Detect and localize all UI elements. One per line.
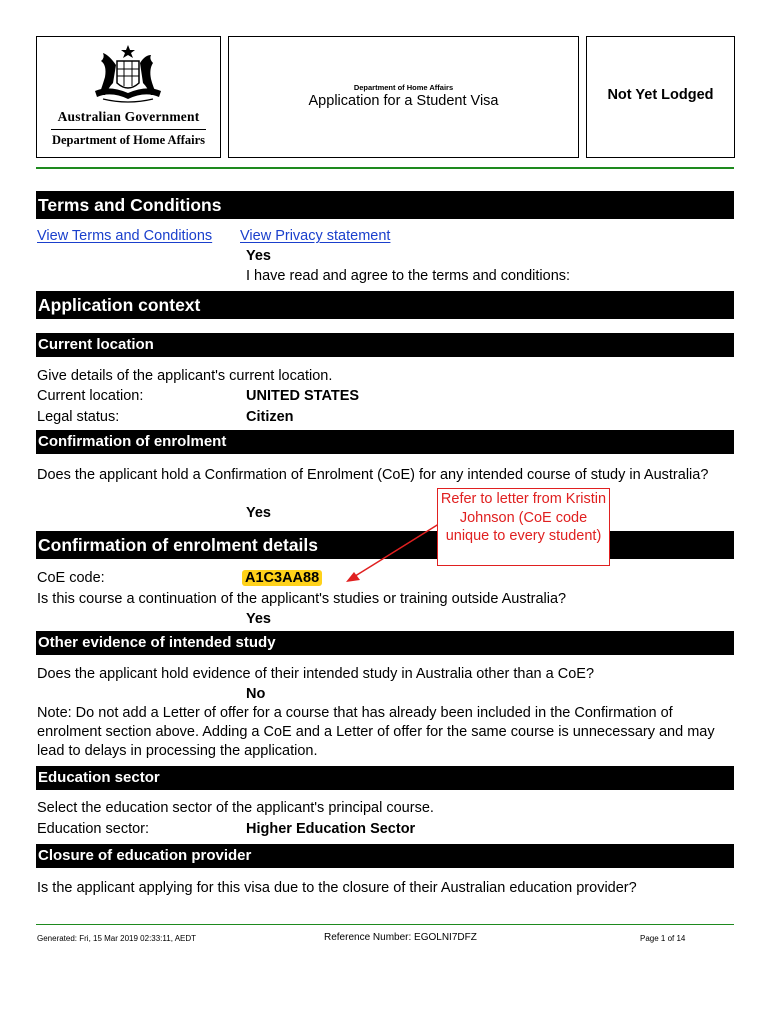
footer-divider [36,924,734,925]
government-logo-box [36,36,221,158]
legal-status-value: Citizen [246,409,294,425]
department-name: Department of Home Affairs [51,133,206,147]
coe-answer: Yes [246,505,271,521]
coe-code-label: CoE code: [37,570,105,586]
coe-question: Does the applicant hold a Confirmation of Enrolment (CoE) for any intended course of study in Australia? [37,467,709,483]
education-sector-value: Higher Education Sector [246,821,416,837]
other-evidence-answer: No [246,686,266,702]
title-box [228,36,579,158]
department-small-label: Department of Home Affairs [353,83,454,92]
other-evidence-note: Note: Do not add a Letter of offer for a course that has already been included in the Confirmation of enrolment section above. Adding a CoE and a Letter of offer for the same course is unnecessary and may lead to delays in processing the application. [37,705,715,759]
education-sector-label: Education sector: [37,821,150,837]
coe-code-value: A1C3AA88 [242,570,322,586]
status-box [586,36,735,158]
reference-number: Reference Number: EGOLNI7DFZ [324,932,477,943]
subsection-heading-confirmation-of-enrolment: Confirmation of enrolment [36,430,734,454]
current-location-label: Current location: [37,388,144,404]
education-sector-intro: Select the education sector of the applicant's principal course. [37,800,434,816]
terms-statement: I have read and agree to the terms and conditions: [246,268,571,284]
header-divider [36,167,734,169]
closure-question: Is the applicant applying for this visa due to the closure of their Australian education provider? [37,880,637,896]
coat-of-arms-icon [89,43,167,107]
other-evidence-question: Does the applicant hold evidence of their intended study in Australia other than a CoE? [37,666,595,682]
subsection-heading-other-evidence: Other evidence of intended study [36,631,734,655]
legal-status-label: Legal status: [37,409,120,425]
page-number: Page 1 of 14 [640,934,686,943]
subsection-heading-current-location: Current location [36,333,734,357]
status-badge: Not Yet Lodged [607,87,714,103]
view-terms-link[interactable]: View Terms and Conditions [37,228,213,244]
terms-answer: Yes [246,248,271,264]
government-name: Australian Government [57,109,200,124]
continuation-answer: Yes [246,611,271,627]
current-location-intro: Give details of the applicant's current location. [37,368,333,384]
annotation-note: Refer to letter from Kristin Johnson (CoE code unique to every student) [437,488,610,566]
continuation-question: Is this course a continuation of the applicant's studies or training outside Australia? [37,591,567,607]
generated-timestamp: Generated: Fri, 15 Mar 2019 02:33:11, AEDT [37,934,197,943]
subsection-heading-education-sector: Education sector [36,766,734,790]
current-location-value: UNITED STATES [246,388,360,404]
annotation-arrow-icon [330,520,450,590]
logo-divider [51,129,206,130]
section-heading-coe-details: Confirmation of enrolment details [36,531,734,559]
section-heading-terms: Terms and Conditions [36,191,734,219]
section-heading-application-context: Application context [36,291,734,319]
subsection-heading-closure: Closure of education provider [36,844,734,868]
page-title: Application for a Student Visa [308,93,499,109]
view-privacy-link[interactable]: View Privacy statement [240,228,391,244]
